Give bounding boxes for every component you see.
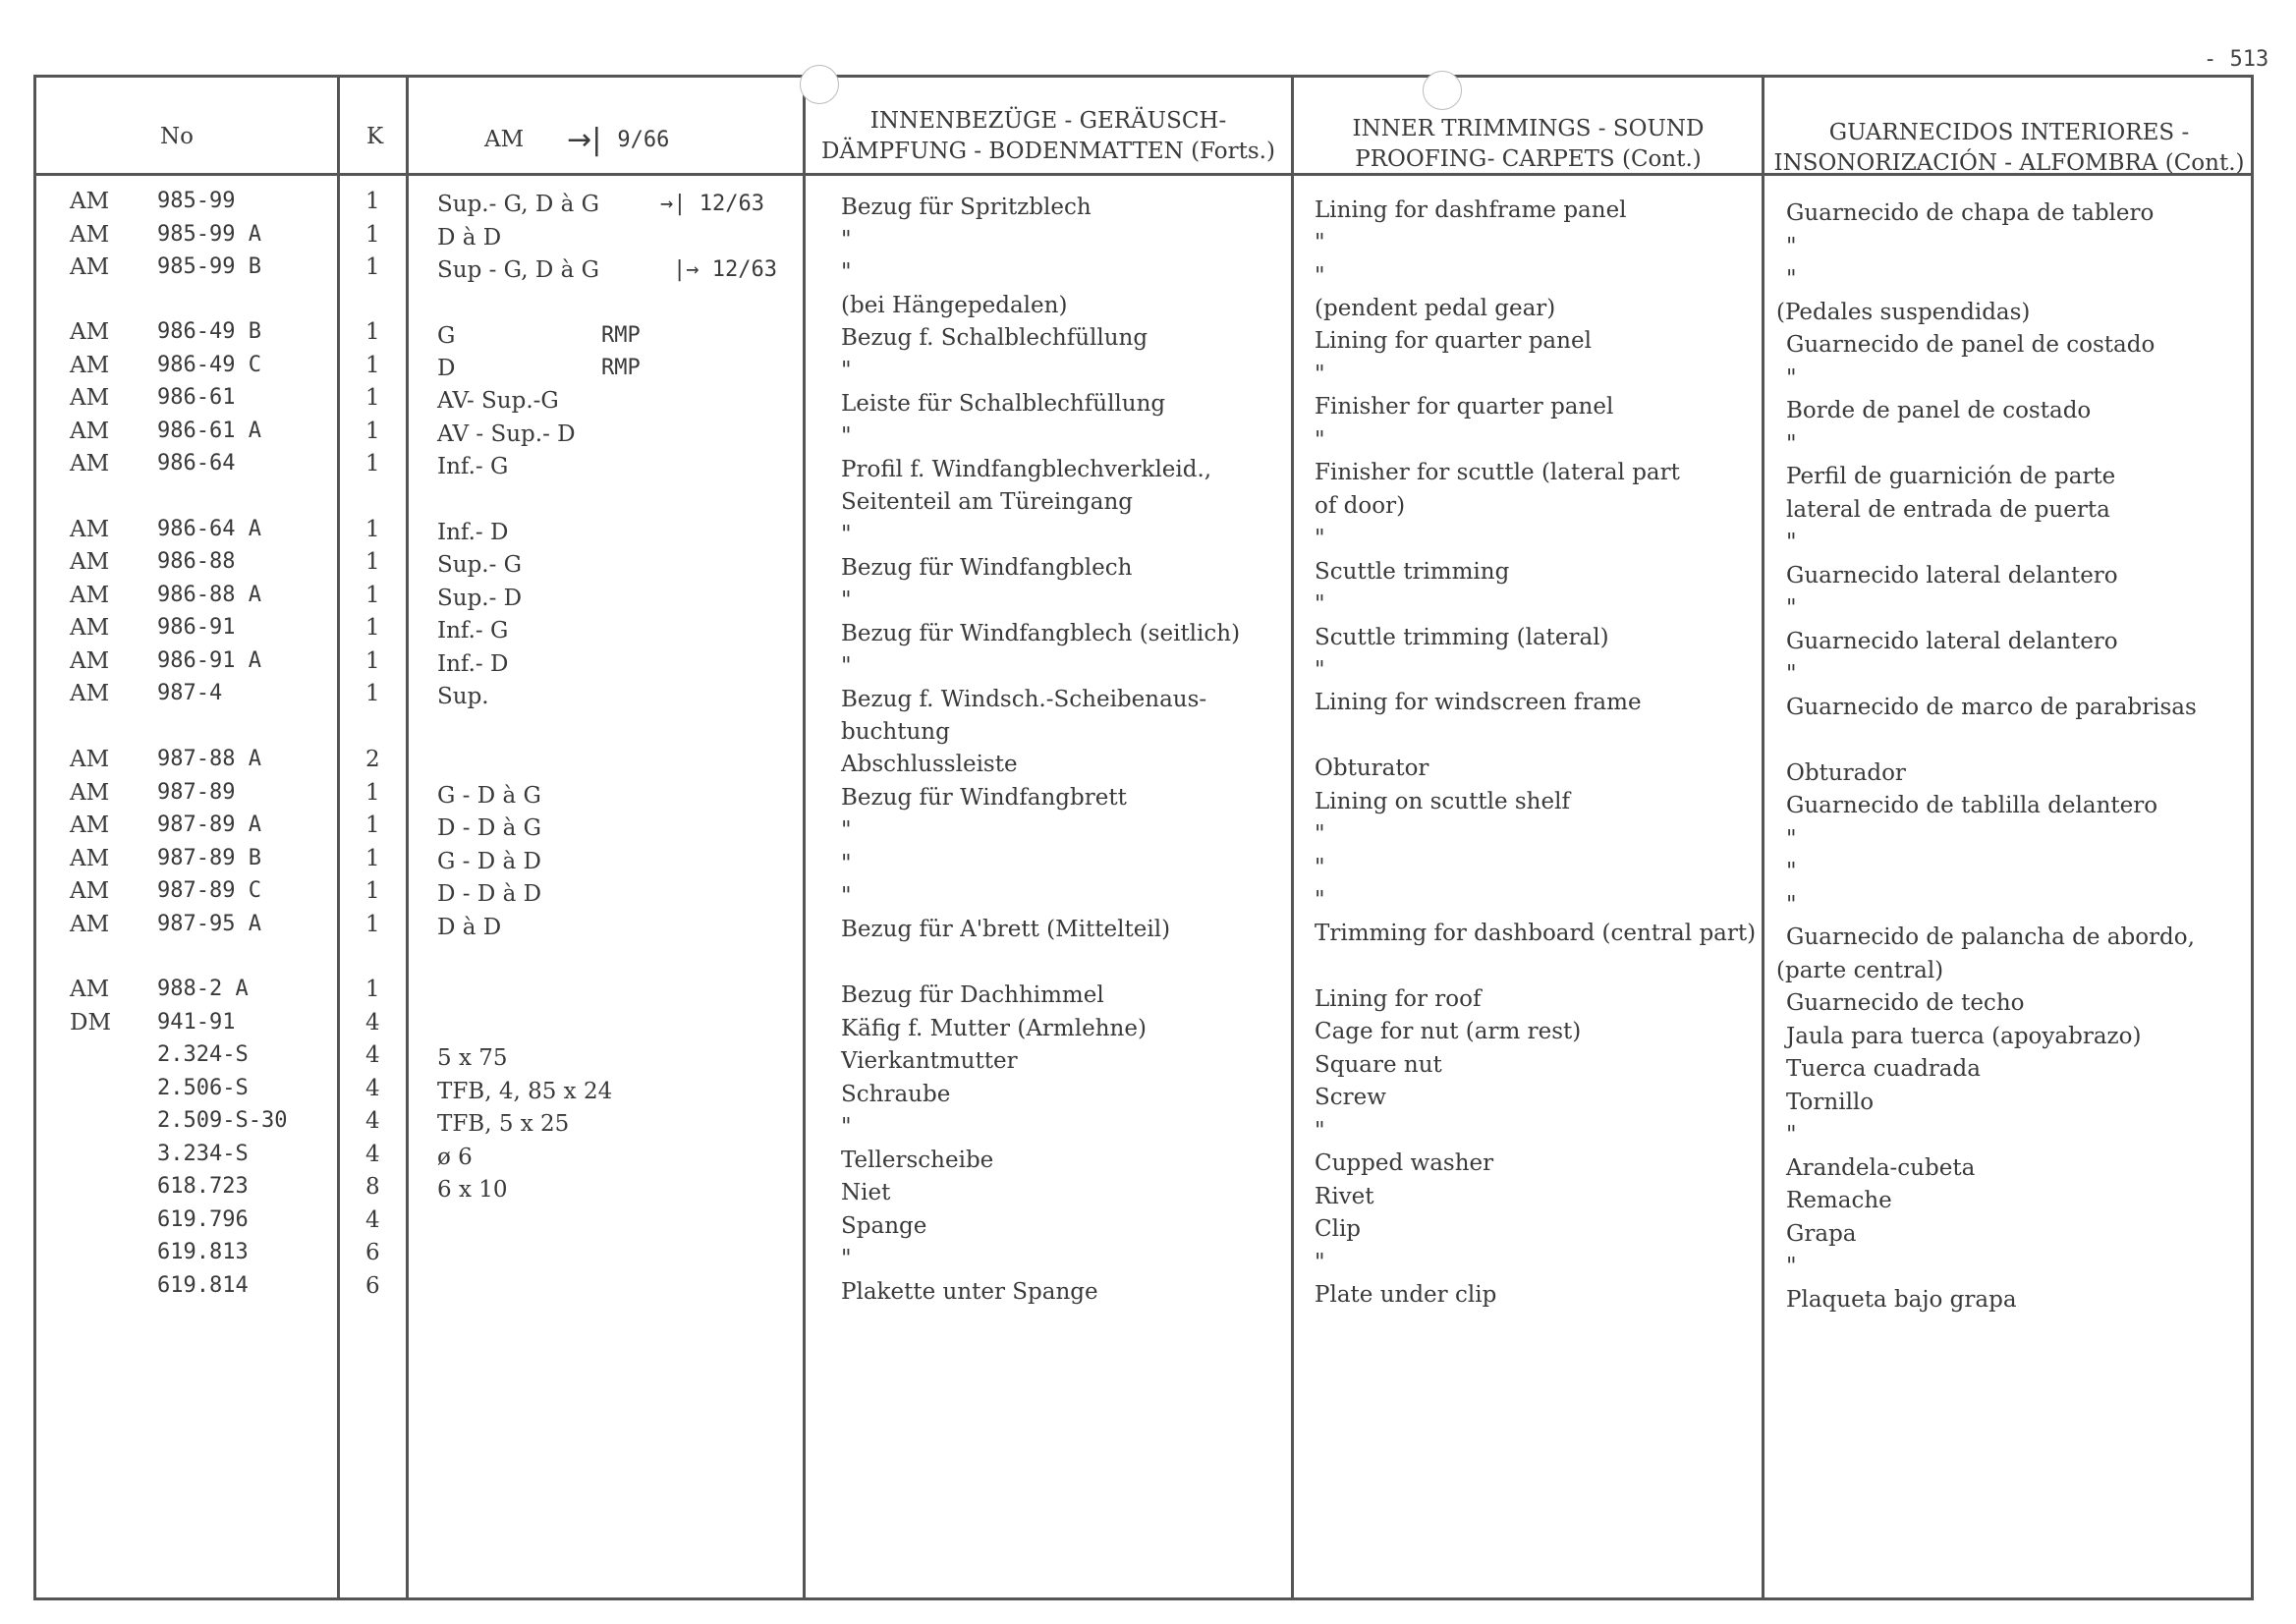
punch-hole: [1423, 71, 1462, 110]
cell-spanish: Guarnecido de marco de parabrisas: [1786, 695, 2197, 720]
cell-spanish: (Pedales suspendidas): [1776, 300, 2031, 325]
cell-spanish: Guarnecido lateral delantero: [1786, 629, 2118, 654]
cell-german: Abschlussleiste: [841, 752, 1018, 777]
cell-english: ": [1315, 591, 1325, 617]
cell-spanish: lateral de entrada de puerta: [1786, 497, 2110, 523]
cell-english: Lining on scuttle shelf: [1315, 789, 1570, 814]
cell-german: ": [841, 851, 852, 876]
cell-prefix: AM: [70, 812, 110, 838]
cell-prefix: AM: [70, 583, 110, 608]
cell-part-number: 2.509-S-30: [157, 1108, 288, 1133]
cell-prefix: AM: [70, 977, 110, 1002]
cell-part-number: 985-99 A: [157, 222, 261, 247]
cell-english: ": [1315, 230, 1325, 255]
cell-part-number: 986-64: [157, 451, 236, 476]
cell-english: Cage for nut (arm rest): [1315, 1019, 1582, 1044]
cell-am-code: G - D à G: [437, 783, 541, 809]
cell-quantity: 1: [365, 189, 380, 214]
cell-am-code: Sup.- G, D à G: [437, 192, 600, 217]
cell-part-number: 986-64 A: [157, 517, 261, 541]
cell-english: Lining for dashframe panel: [1315, 197, 1627, 223]
cell-english: ": [1315, 362, 1325, 387]
cell-prefix: AM: [70, 319, 110, 345]
cell-prefix: AM: [70, 385, 110, 411]
cell-prefix: AM: [70, 222, 110, 248]
cell-spanish: Guarnecido de chapa de tablero: [1786, 200, 2155, 226]
cell-part-number: 618.723: [157, 1174, 249, 1199]
cell-german: Profil f. Windfangblechverkleid.,: [841, 457, 1212, 482]
cell-german: Bezug für Dachhimmel: [841, 982, 1104, 1008]
cell-english: ": [1315, 821, 1325, 847]
cell-german: Bezug f. Schalblechfüllung: [841, 325, 1148, 351]
cell-am-code: 5 x 75: [437, 1045, 508, 1071]
cell-quantity: 1: [365, 353, 380, 378]
column-divider: [406, 75, 409, 1600]
cell-quantity: 1: [365, 780, 380, 806]
cell-german: Käfig f. Mutter (Armlehne): [841, 1016, 1147, 1041]
cell-quantity: 1: [365, 222, 380, 248]
cell-am-code: Sup.- G: [437, 552, 523, 578]
cell-german: ": [841, 259, 852, 285]
cell-am-code: D - D à D: [437, 881, 542, 907]
cell-part-number: 986-88: [157, 549, 236, 574]
cell-german: (bei Hängepedalen): [841, 293, 1068, 318]
cell-prefix: AM: [70, 648, 110, 674]
cell-german: Tellerscheibe: [841, 1148, 994, 1173]
cell-german: Seitenteil am Türeingang: [841, 489, 1134, 515]
cell-spanish: (parte central): [1776, 958, 1944, 983]
cell-quantity: 1: [365, 419, 380, 444]
cell-prefix: AM: [70, 878, 110, 904]
cell-spanish: ": [1786, 530, 1797, 555]
cell-spanish: ": [1786, 892, 1797, 918]
cell-english: Trimming for dashboard (central part): [1315, 921, 1757, 946]
cell-spanish: Tuerca cuadrada: [1786, 1056, 1981, 1082]
cell-english: Plate under clip: [1315, 1282, 1497, 1308]
cell-english: ": [1315, 855, 1325, 880]
cell-spanish: ": [1786, 1122, 1797, 1148]
cell-prefix: AM: [70, 254, 110, 280]
cell-spanish: ": [1786, 595, 1797, 621]
cell-english: ": [1315, 526, 1325, 551]
cell-german: ": [841, 423, 852, 449]
cell-quantity: 4: [365, 1108, 380, 1134]
cell-quantity: 6: [365, 1240, 380, 1265]
cell-quantity: 1: [365, 681, 380, 706]
cell-german: ": [841, 817, 852, 843]
cell-german: Spange: [841, 1213, 927, 1239]
cell-german: ": [841, 588, 852, 613]
cell-english: ": [1315, 657, 1325, 683]
page-number: - 513: [2204, 47, 2269, 72]
cell-am-code: TFB, 4, 85 x 24: [437, 1079, 613, 1104]
cell-english: (pendent pedal gear): [1315, 296, 1556, 321]
cell-quantity: 4: [365, 1010, 380, 1036]
column-divider: [803, 75, 806, 1600]
cell-english: Clip: [1315, 1216, 1362, 1242]
cell-am-extra: RMP: [601, 323, 641, 348]
cell-am-code: 6 x 10: [437, 1177, 508, 1203]
cell-quantity: 1: [365, 517, 380, 542]
cell-english: Scuttle trimming: [1315, 559, 1510, 585]
cell-spanish: Guarnecido de panel de costado: [1786, 332, 2156, 358]
cell-am-code: Sup.: [437, 684, 489, 709]
cell-prefix: DM: [70, 1010, 111, 1036]
cell-english: ": [1315, 887, 1325, 913]
cell-am-code: Sup.- D: [437, 586, 523, 611]
cell-spanish: ": [1786, 431, 1797, 457]
cell-quantity: 4: [365, 1042, 380, 1068]
cell-spanish: ": [1786, 234, 1797, 259]
cell-spanish: ": [1786, 266, 1797, 292]
header-spanish-line1: GUARNECIDOS INTERIORES -: [1828, 120, 2190, 145]
cell-english: ": [1315, 1118, 1325, 1144]
cell-spanish: ": [1786, 1254, 1797, 1279]
cell-part-number: 986-49 B: [157, 319, 261, 344]
cell-quantity: 1: [365, 812, 380, 838]
header-spanish-line2: INSONORIZACIÓN - ALFOMBRA (Cont.): [1773, 150, 2245, 176]
header-english-line2: PROOFING- CARPETS (Cont.): [1355, 146, 1702, 172]
header-k: K: [366, 124, 384, 149]
arrow-to-bar-icon: →|: [567, 122, 602, 157]
cell-quantity: 2: [365, 747, 380, 772]
cell-quantity: 1: [365, 878, 380, 904]
cell-english: ": [1315, 263, 1325, 289]
cell-am-extra: |→ 12/63: [673, 257, 777, 282]
cell-part-number: 941-91: [157, 1010, 236, 1035]
cell-german: Bezug für A'brett (Mittelteil): [841, 917, 1171, 942]
cell-am-code: Inf.- G: [437, 618, 509, 644]
cell-quantity: 1: [365, 385, 380, 411]
cell-german: Bezug f. Windsch.-Scheibenaus-: [841, 687, 1207, 712]
cell-spanish: Plaqueta bajo grapa: [1786, 1287, 2017, 1313]
cell-german: Plakette unter Spange: [841, 1279, 1098, 1305]
cell-german: Leiste für Schalblechfüllung: [841, 391, 1166, 417]
cell-german: ": [841, 522, 852, 547]
cell-prefix: AM: [70, 451, 110, 476]
cell-german: ": [841, 1246, 852, 1271]
cell-prefix: AM: [70, 912, 110, 937]
cell-quantity: 1: [365, 648, 380, 674]
cell-spanish: Guarnecido de tablilla delantero: [1786, 793, 2158, 818]
header-german-line1: INNENBEZÜGE - GERÄUSCH-: [869, 108, 1227, 134]
cell-am-code: Inf.- D: [437, 651, 509, 677]
cell-prefix: AM: [70, 419, 110, 444]
cell-am-code: AV- Sup.-G: [437, 388, 559, 414]
punch-hole: [800, 65, 839, 104]
cell-spanish: Perfil de guarnición de parte: [1786, 464, 2116, 489]
column-divider: [1291, 75, 1294, 1600]
cell-part-number: 986-49 C: [157, 353, 261, 377]
cell-german: ": [841, 1114, 852, 1140]
cell-part-number: 986-61 A: [157, 419, 261, 443]
cell-prefix: AM: [70, 747, 110, 772]
cell-spanish: ": [1786, 826, 1797, 852]
cell-prefix: AM: [70, 615, 110, 641]
cell-part-number: 986-91: [157, 615, 236, 640]
cell-part-number: 987-95 A: [157, 912, 261, 936]
cell-part-number: 2.506-S: [157, 1076, 249, 1100]
cell-prefix: AM: [70, 846, 110, 871]
cell-english: Finisher for scuttle (lateral part: [1315, 460, 1680, 485]
cell-spanish: ": [1786, 859, 1797, 884]
cell-english: of door): [1315, 493, 1406, 519]
cell-am-code: D à D: [437, 225, 502, 251]
cell-part-number: 986-88 A: [157, 583, 261, 607]
cell-part-number: 619.796: [157, 1207, 249, 1232]
cell-german: Bezug für Windfangblech: [841, 555, 1133, 581]
cell-quantity: 1: [365, 254, 380, 280]
cell-spanish: ": [1786, 661, 1797, 687]
cell-german: Bezug für Windfangbrett: [841, 785, 1127, 811]
header-no: No: [160, 124, 194, 149]
cell-spanish: Guarnecido de techo: [1786, 990, 2025, 1016]
cell-quantity: 4: [365, 1142, 380, 1167]
cell-german: Bezug für Spritzblech: [841, 195, 1092, 220]
cell-part-number: 987-89 C: [157, 878, 261, 903]
cell-part-number: 619.814: [157, 1273, 249, 1298]
cell-quantity: 1: [365, 451, 380, 476]
cell-german: ": [841, 358, 852, 383]
cell-part-number: 3.234-S: [157, 1142, 249, 1166]
cell-english: Obturator: [1315, 756, 1429, 781]
cell-prefix: AM: [70, 517, 110, 542]
cell-quantity: 1: [365, 846, 380, 871]
cell-part-number: 986-61: [157, 385, 236, 410]
cell-am-code: TFB, 5 x 25: [437, 1111, 570, 1137]
cell-prefix: AM: [70, 353, 110, 378]
cell-am-code: G: [437, 323, 456, 349]
cell-am-code: D à D: [437, 915, 502, 940]
cell-spanish: Guarnecido de palancha de abordo,: [1786, 924, 2195, 950]
cell-prefix: AM: [70, 780, 110, 806]
cell-quantity: 1: [365, 319, 380, 345]
cell-german: Bezug für Windfangblech (seitlich): [841, 621, 1241, 646]
cell-english: ": [1315, 1250, 1325, 1275]
header-german: [806, 106, 1291, 167]
cell-part-number: 985-99: [157, 189, 236, 213]
cell-am-code: Inf.- G: [437, 454, 509, 479]
cell-part-number: 985-99 B: [157, 254, 261, 279]
cell-part-number: 987-89: [157, 780, 236, 805]
cell-part-number: 987-4: [157, 681, 223, 705]
cell-part-number: 2.324-S: [157, 1042, 249, 1067]
cell-english: Finisher for quarter panel: [1315, 394, 1614, 420]
cell-prefix: AM: [70, 189, 110, 214]
cell-spanish: Obturador: [1786, 760, 1906, 786]
cell-part-number: 987-88 A: [157, 747, 261, 771]
cell-spanish: Remache: [1786, 1188, 1892, 1213]
cell-am-code: Inf.- D: [437, 520, 509, 545]
cell-quantity: 1: [365, 912, 380, 937]
cell-english: Rivet: [1315, 1184, 1374, 1209]
cell-german: buchtung: [841, 719, 950, 745]
cell-german: ": [841, 883, 852, 909]
cell-german: ": [841, 227, 852, 252]
cell-am-code: G - D à D: [437, 849, 541, 874]
cell-spanish: Grapa: [1786, 1221, 1857, 1247]
cell-english: Lining for roof: [1315, 986, 1482, 1012]
cell-am-code: Sup - G, D à G: [437, 257, 600, 283]
header-english-line1: INNER TRIMMINGS - SOUND: [1352, 116, 1705, 141]
cell-part-number: 987-89 B: [157, 846, 261, 870]
cell-german: Vierkantmutter: [841, 1048, 1018, 1074]
cell-spanish: Arandela-cubeta: [1786, 1155, 1976, 1181]
header-am: [484, 122, 670, 157]
cell-spanish: Tornillo: [1786, 1090, 1875, 1115]
cell-part-number: 988-2 A: [157, 977, 249, 1001]
cell-part-number: 619.813: [157, 1240, 249, 1264]
header-am-date: 9/66: [617, 128, 670, 152]
cell-am-code: D: [437, 356, 456, 381]
cell-prefix: AM: [70, 681, 110, 706]
cell-prefix: AM: [70, 549, 110, 575]
cell-english: Screw: [1315, 1085, 1386, 1110]
cell-quantity: 1: [365, 977, 380, 1002]
header-spanish: [1764, 118, 2254, 179]
cell-quantity: 6: [365, 1273, 380, 1299]
header-german-line2: DÄMPFUNG - BODENMATTEN (Forts.): [821, 139, 1275, 164]
cell-german: ": [841, 653, 852, 679]
cell-spanish: Borde de panel de costado: [1786, 398, 2092, 423]
cell-spanish: ": [1786, 365, 1797, 391]
cell-spanish: Jaula para tuerca (apoyabrazo): [1786, 1024, 2142, 1049]
cell-english: Square nut: [1315, 1052, 1442, 1078]
cell-part-number: 986-91 A: [157, 648, 261, 673]
cell-am-extra: →| 12/63: [660, 192, 764, 216]
cell-am-code: ø 6: [437, 1145, 473, 1170]
cell-quantity: 1: [365, 615, 380, 641]
cell-english: Scuttle trimming (lateral): [1315, 625, 1609, 650]
cell-am-code: AV - Sup.- D: [437, 421, 576, 447]
cell-quantity: 4: [365, 1207, 380, 1233]
cell-english: Lining for quarter panel: [1315, 328, 1592, 354]
cell-spanish: Guarnecido lateral delantero: [1786, 563, 2118, 588]
cell-quantity: 1: [365, 549, 380, 575]
cell-english: Lining for windscreen frame: [1315, 690, 1642, 715]
column-divider: [1762, 75, 1764, 1600]
cell-english: ": [1315, 427, 1325, 453]
cell-quantity: 8: [365, 1174, 380, 1200]
cell-quantity: 1: [365, 583, 380, 608]
cell-quantity: 4: [365, 1076, 380, 1101]
cell-am-code: D - D à G: [437, 815, 541, 841]
cell-part-number: 987-89 A: [157, 812, 261, 837]
header-english: [1295, 114, 1762, 175]
cell-am-extra: RMP: [601, 356, 641, 380]
header-am-prefix: AM: [484, 127, 525, 152]
cell-german: Schraube: [841, 1082, 951, 1107]
column-divider: [337, 75, 340, 1600]
cell-english: Cupped washer: [1315, 1150, 1494, 1176]
cell-german: Niet: [841, 1180, 891, 1205]
